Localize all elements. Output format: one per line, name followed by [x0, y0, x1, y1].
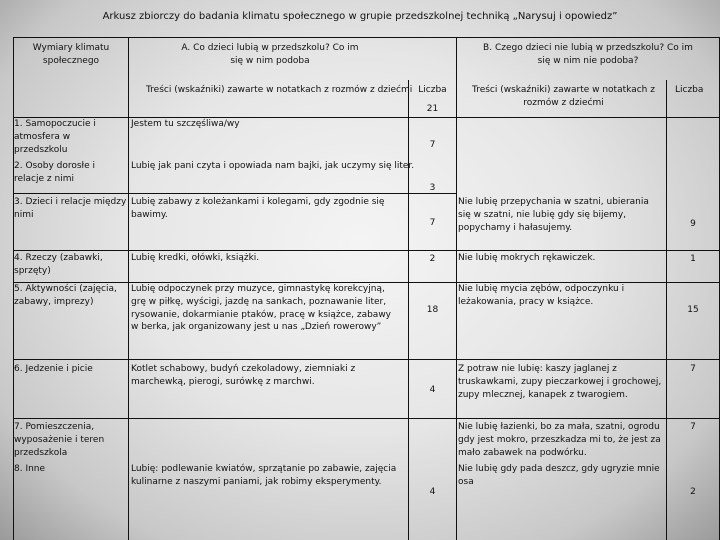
dimension-label: 8. Inne: [14, 464, 46, 474]
like-count: 4: [429, 487, 436, 497]
dislike-text: Nie lubię gdy pada deszcz, gdy ugryzie mnie osa: [458, 464, 660, 487]
header-like: A. Co dzieci lubią w przedszkolu? Co im się w nim podoba: [181, 43, 359, 66]
row-line: [13, 250, 719, 251]
like-text: Lubię kredki, ołówki, książki.: [131, 253, 260, 263]
page-title: Arkusz zbiorczy do badania klimatu społecznego w grupie przedszkolnej techniką „Narysuj i opowiedz”: [102, 11, 618, 22]
dimension-label: 1. Samopoczucie i atmosfera w przedszkolu: [14, 119, 96, 155]
like-count: 2: [429, 254, 436, 264]
row-line: [13, 359, 719, 360]
dimension-label: 2. Osoby dorosłe i relacje z nimi: [14, 161, 95, 184]
dislike-count: 2: [690, 487, 696, 497]
like-text: Jestem tu szczęśliwa/wy: [131, 119, 240, 129]
dimension-label: 7. Pomieszczenia, wyposażenie i teren przedszkola: [14, 422, 105, 458]
header-count-like-total: 21: [426, 104, 439, 114]
row-line: [13, 418, 719, 419]
like-text: Lubię: podlewanie kwiatów, sprzątanie po zabawie, zajęcia kulinarne z naszymi paniami, jak robimy eksperymenty.: [131, 464, 397, 487]
header-content-like: Treści (wskaźniki) zawarte w notatkach z rozmów z dziećmi: [146, 85, 413, 95]
dislike-count: 7: [690, 364, 696, 374]
dislike-text: Nie lubię mokrych rękawiczek.: [458, 253, 596, 263]
col-line: [128, 37, 129, 540]
like-text: Lubię odpoczynek przy muzyce, gimnastykę korekcyjną, grę w piłkę, wyścigi, jazdę na sankach, poznawanie liter, rysowanie, dokarmianie ptaków, pracę w książce, zabawy w berka, jak organizowany jest u nas „Dzień rowerowy”: [131, 284, 392, 333]
dislike-text: Nie lubię łazienki, bo za mała, szatni, ogrodu gdy jest mokro, przeszkadza mi to, że jest za mało zabawek na podwórku.: [458, 422, 661, 458]
header-dimensions: Wymiary klimatu społecznego: [32, 43, 110, 66]
header-content-dislike: Treści (wskaźniki) zawarte w notatkach z rozmów z dziećmi: [472, 85, 655, 108]
like-text: Lubię jak pani czyta i opowiada nam bajki, jak uczymy się liter.: [131, 161, 415, 171]
dislike-text: Nie lubię przepychania w szatni, ubierania się w szatni, nie lubię gdy się bijemy, popychamy i hałasujemy.: [458, 197, 649, 233]
dimension-label: 4. Rzeczy (zabawki, sprzęty): [14, 253, 103, 276]
header-count-like: Liczba: [418, 85, 447, 95]
dimension-label: 3. Dzieci i relacje między nimi: [14, 197, 127, 220]
like-count: 7: [429, 140, 436, 150]
header-dislike: B. Czego dzieci nie lubią w przedszkolu? Co im się w nim nie podoba?: [483, 43, 693, 66]
dislike-text: Z potraw nie lubię: kaszy jaglanej z truskawkami, zupy pieczarkowej i grochowej, zupy mlecznej, kanapek z twarogiem.: [458, 364, 662, 400]
like-text: Kotlet schabowy, budyń czekoladowy, ziemniaki z marchewką, pierogi, surówkę z marchwi.: [131, 364, 356, 387]
dimension-label: 6. Jedzenie i picie: [14, 364, 93, 374]
like-count: 4: [429, 385, 436, 395]
table-border-top: [13, 37, 719, 38]
dimension-label: 5. Aktywności (zajęcia, zabawy, imprezy): [14, 284, 117, 307]
col-line: [456, 37, 457, 540]
header-count-dislike: Liczba: [675, 85, 704, 95]
like-count: 18: [426, 305, 439, 315]
like-text: Lubię zabawy z koleżankami i kolegami, gdy zgodnie się bawimy.: [131, 197, 385, 220]
row-line: [13, 193, 456, 194]
dislike-count: 15: [687, 305, 699, 315]
dislike-count: 7: [690, 422, 696, 432]
dislike-count: 9: [690, 219, 696, 229]
like-count: 7: [429, 218, 436, 228]
dislike-text: Nie lubię mycia zębów, odpoczynku i leżakowania, pracy w książce.: [458, 284, 625, 307]
dislike-count: 1: [690, 254, 696, 264]
like-count: 3: [429, 183, 436, 193]
